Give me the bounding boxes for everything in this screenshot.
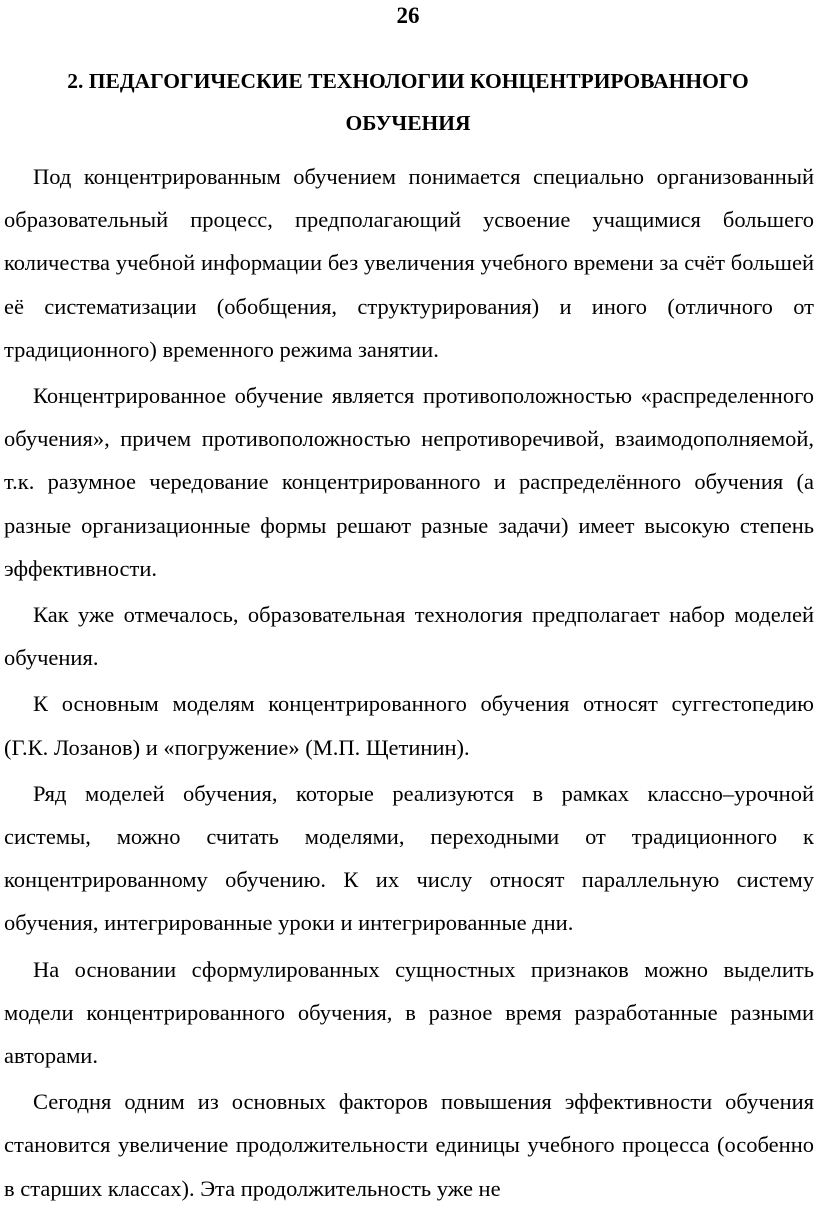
body-text <box>4 155 814 1213</box>
chapter-title <box>0 60 816 144</box>
paragraph-definition: Под концентрированным обучением понимается специально организованный образовательный процесс, предполагающий усвоение учащимися большего количества учебной информации без увеличения учебного времени за счёт большей её систематизации (обобщения, структурирования) и иного (отличного от традиционного) временного режима занятии. <box>4 164 814 362</box>
chapter-title-line-1: 2. ПЕДАГОГИЧЕСКИЕ ТЕХНОЛОГИИ КОНЦЕНТРИРОВАННОГО <box>67 69 749 93</box>
paragraph-models-set: Как уже отмечалось, образовательная технология предполагает набор моделей обучения. <box>4 602 814 671</box>
paragraph-main-models: К основным моделям концентрированного обучения относят суггестопедию (Г.К. Лозанов) и «погружение» (М.П. Щетинин). <box>4 691 814 760</box>
paragraph-features: На основании сформулированных сущностных признаков можно выделить модели концентрированного обучения, в разное время разработанные разными авторами. <box>4 956 814 1069</box>
paragraph-transitional-models: Ряд моделей обучения, которые реализуются в рамках классно–урочной системы, можно считать моделями, переходными от традиционного к концентрированному обучению. К их числу относят параллельную систему обучения, интегрированные уроки и интегрированные дни. <box>4 780 814 936</box>
chapter-title-line-2: ОБУЧЕНИЯ <box>345 111 471 135</box>
paragraph-efficiency-factors: Сегодня одним из основных факторов повышения эффективности обучения становится увеличение продолжительности единицы учебного процесса (особенно в старших классах). Эта продолжительность уже не <box>4 1089 814 1201</box>
paragraph-concentrated-vs-distributed: Концентрированное обучение является противоположностью «распределенного обучения», причем противоположностью непротиворечивой, взаимодополняемой, т.к. разумное чередование концентрированного и распределённого обучения (а разные организационные формы решают разные задачи) имеет высокую степень эффективности. <box>4 383 814 581</box>
page-number: 26 <box>396 3 420 28</box>
